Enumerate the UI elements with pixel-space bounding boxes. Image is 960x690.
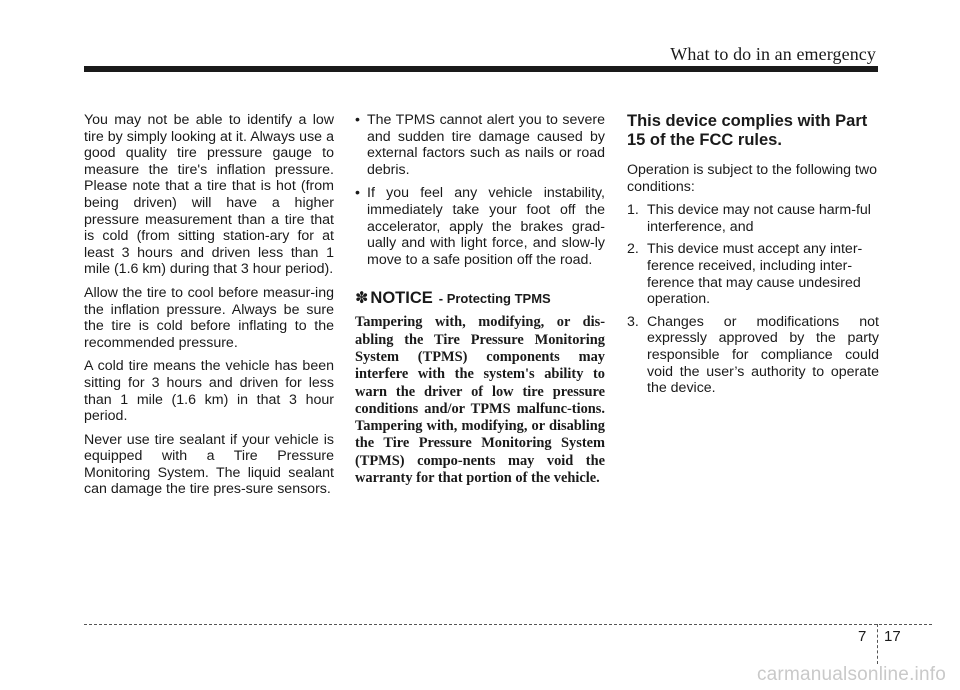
- bullet-text: The TPMS cannot alert you to severe and sudden tire damage caused by external factors such as nails or road debris.: [367, 112, 605, 178]
- fcc-heading: This device complies with Part 15 of the FCC rules.: [627, 112, 868, 149]
- column-1: [84, 112, 334, 505]
- bullet-text: If you feel any vehicle instability, immediately take your foot off the accelerator, apply the brakes grad-ually and with light force, and slow-ly move to a safe position off the road.: [367, 185, 605, 268]
- list-item: [627, 314, 879, 397]
- list-item: [355, 112, 605, 178]
- bullet-icon: •: [355, 185, 360, 202]
- notice-heading: [355, 288, 605, 308]
- item-text: Changes or modifications not expressly approved by the party responsible for compliance could void the user’s authority to operate the device.: [647, 313, 879, 397]
- watermark: carmanualsonline.info: [756, 664, 946, 685]
- column-2: [355, 112, 605, 487]
- asterisk-icon: ✽: [355, 290, 369, 308]
- paragraph-low-tire: You may not be able to identify a low tire by simply looking at it. Always use a good quality tire pressure gauge to measure the tire's inflation pressure. Please note that a tire that is hot (from being driven) will have a higher pressure measurement than a tire that is cold (from sitting station-ary for at least 3 hours and driven less than 1 mile (1.6 km) during that 3 hour period).: [84, 112, 334, 278]
- notice-subtitle: - Protecting TPMS: [438, 291, 551, 307]
- footer-rule: [84, 624, 932, 625]
- paragraph-cold-tire: A cold tire means the vehicle has been sitting for 3 hours and driven for less than 1 mile (1.6 km) in that 3 hour period.: [84, 358, 334, 425]
- list-item: [355, 185, 605, 268]
- list-item: [627, 202, 879, 235]
- section-title: What to do in an emergency: [670, 44, 876, 64]
- fcc-intro: Operation is subject to the following two conditions:: [627, 162, 877, 195]
- item-number: 2.: [627, 241, 639, 258]
- paragraph-sealant: Never use tire sealant if your vehicle is equipped with a Tire Pressure Monitoring System. The liquid sealant can damage the tire pres-sure sensors.: [84, 431, 334, 498]
- footer-divider: [877, 624, 878, 664]
- paragraph-cool-tire: Allow the tire to cool before measur-ing the inflation pressure. Always be sure the tire is cold before inflating to the recommended pressure.: [84, 284, 334, 351]
- item-text: This device may not cause harm-ful interference, and: [647, 202, 871, 235]
- page-number: 17: [884, 628, 901, 645]
- item-number: 3.: [627, 313, 639, 330]
- bullet-icon: •: [355, 112, 360, 128]
- item-number: 1.: [627, 202, 639, 219]
- chapter-number: 7: [858, 628, 867, 645]
- notice-label: NOTICE: [370, 289, 433, 308]
- column-3: [627, 112, 879, 403]
- list-item: [627, 241, 879, 307]
- header-rule: [84, 66, 878, 72]
- notice-body: Tampering with, modifying, or dis-abling the Tire Pressure Monitoring System (TPMS) components may interfere with the system's ability to warn the driver of low tire pressure conditions and/or TPMS malfunc-tions. Tampering with, modifying, or disabling the Tire Pressure Monitoring System (TPMS) compo-nents may void the warranty for that portion of the vehicle.: [355, 314, 605, 487]
- item-text: This device must accept any inter-ference received, including inter-ference that may cause undesired operation.: [647, 241, 863, 308]
